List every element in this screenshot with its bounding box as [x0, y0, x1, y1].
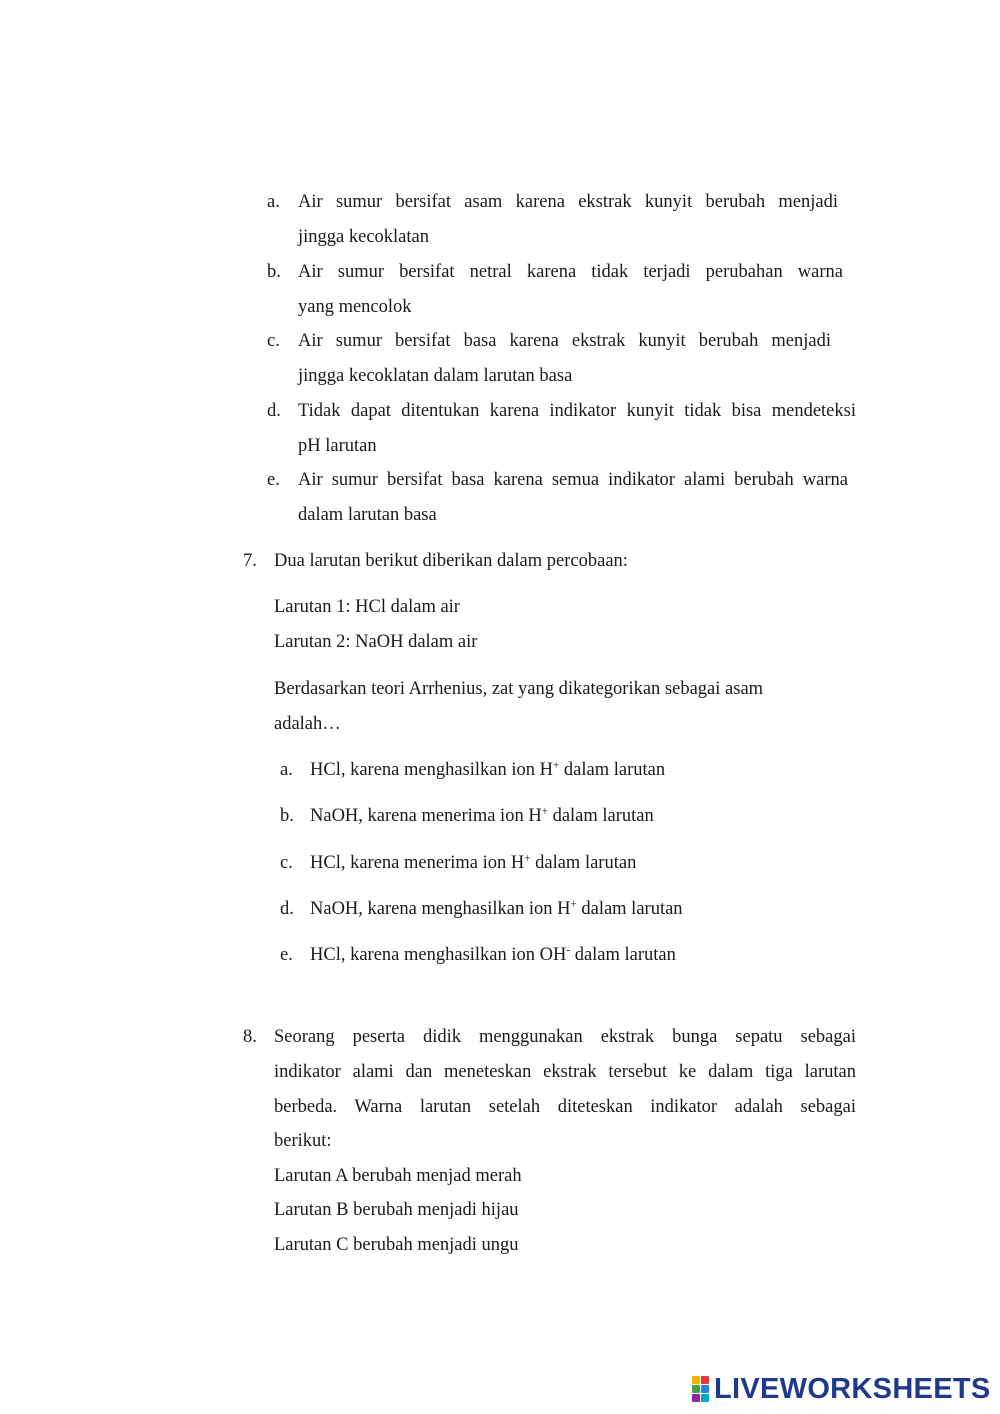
q6-option-c-text-cont: jingga kecoklatan dalam larutan basa: [298, 366, 573, 386]
q7-option-a-letter: a.: [280, 760, 293, 780]
q6-option-b-text: Air sumur bersifat netral karena tidak terjadi perubahan warna: [298, 262, 843, 282]
q8-text-line-3: berbeda. Warna larutan setelah diteteskan indikator adalah sebagai: [274, 1097, 856, 1117]
q7-option-e-letter: e.: [280, 945, 293, 965]
logo-blocks-icon: [692, 1376, 709, 1402]
logo-text: LIVEWORKSHEETS: [714, 1372, 991, 1405]
q6-option-e-text-cont: dalam larutan basa: [298, 505, 437, 525]
q7-solution-2: Larutan 2: NaOH dalam air: [274, 632, 478, 652]
q8-result-a: Larutan A berubah menjad merah: [274, 1166, 522, 1186]
q7-option-b-text: NaOH, karena menerima ion H+ dalam larutan: [310, 805, 654, 826]
q7-question-text: Berdasarkan teori Arrhenius, zat yang dikategorikan sebagai asam: [274, 679, 764, 699]
q6-option-d-text-cont: pH larutan: [298, 436, 377, 456]
q7-option-c-text: HCl, karena menerima ion H+ dalam larutan: [310, 852, 637, 873]
q7-option-b-letter: b.: [280, 806, 294, 826]
q6-option-a-text: Air sumur bersifat asam karena ekstrak kunyit berubah menjadi: [298, 192, 838, 212]
liveworksheets-logo: [692, 1374, 991, 1404]
q7-option-a-text: HCl, karena menghasilkan ion H+ dalam larutan: [310, 759, 666, 780]
q6-option-c-text: Air sumur bersifat basa karena ekstrak kunyit berubah menjadi: [298, 331, 831, 351]
q6-option-e-letter: e.: [267, 470, 280, 490]
q6-option-c-letter: c.: [267, 331, 280, 351]
q6-option-b-letter: b.: [267, 262, 281, 282]
q8-result-b: Larutan B berubah menjadi hijau: [274, 1200, 519, 1220]
q6-option-d-text: Tidak dapat ditentukan karena indikator kunyit tidak bisa mendeteksi: [298, 401, 856, 421]
q6-option-e-text: Air sumur bersifat basa karena semua indikator alami berubah warna: [298, 470, 848, 490]
q6-option-d-letter: d.: [267, 401, 281, 421]
q8-text-line-1: Seorang peserta didik menggunakan ekstrak bunga sepatu sebagai: [274, 1027, 856, 1047]
q7-option-c-letter: c.: [280, 853, 293, 873]
q8-text-line-2: indikator alami dan meneteskan ekstrak tersebut ke dalam tiga larutan: [274, 1062, 856, 1082]
q8-number: 8.: [243, 1027, 257, 1047]
q6-option-a-letter: a.: [267, 192, 280, 212]
q7-number: 7.: [243, 551, 257, 571]
q6-option-b-text-cont: yang mencolok: [298, 297, 412, 317]
q7-question-text-cont: adalah…: [274, 714, 341, 734]
q7-solution-1: Larutan 1: HCl dalam air: [274, 597, 460, 617]
q7-option-d-letter: d.: [280, 899, 294, 919]
q7-option-d-text: NaOH, karena menghasilkan ion H+ dalam larutan: [310, 898, 683, 919]
q8-result-c: Larutan C berubah menjadi ungu: [274, 1235, 519, 1255]
q6-option-a-text-cont: jingga kecoklatan: [298, 227, 429, 247]
q8-text-line-4: berikut:: [274, 1131, 332, 1151]
q7-option-e-text: HCl, karena menghasilkan ion OH- dalam larutan: [310, 944, 676, 965]
q7-stem: Dua larutan berikut diberikan dalam percobaan:: [274, 551, 628, 571]
